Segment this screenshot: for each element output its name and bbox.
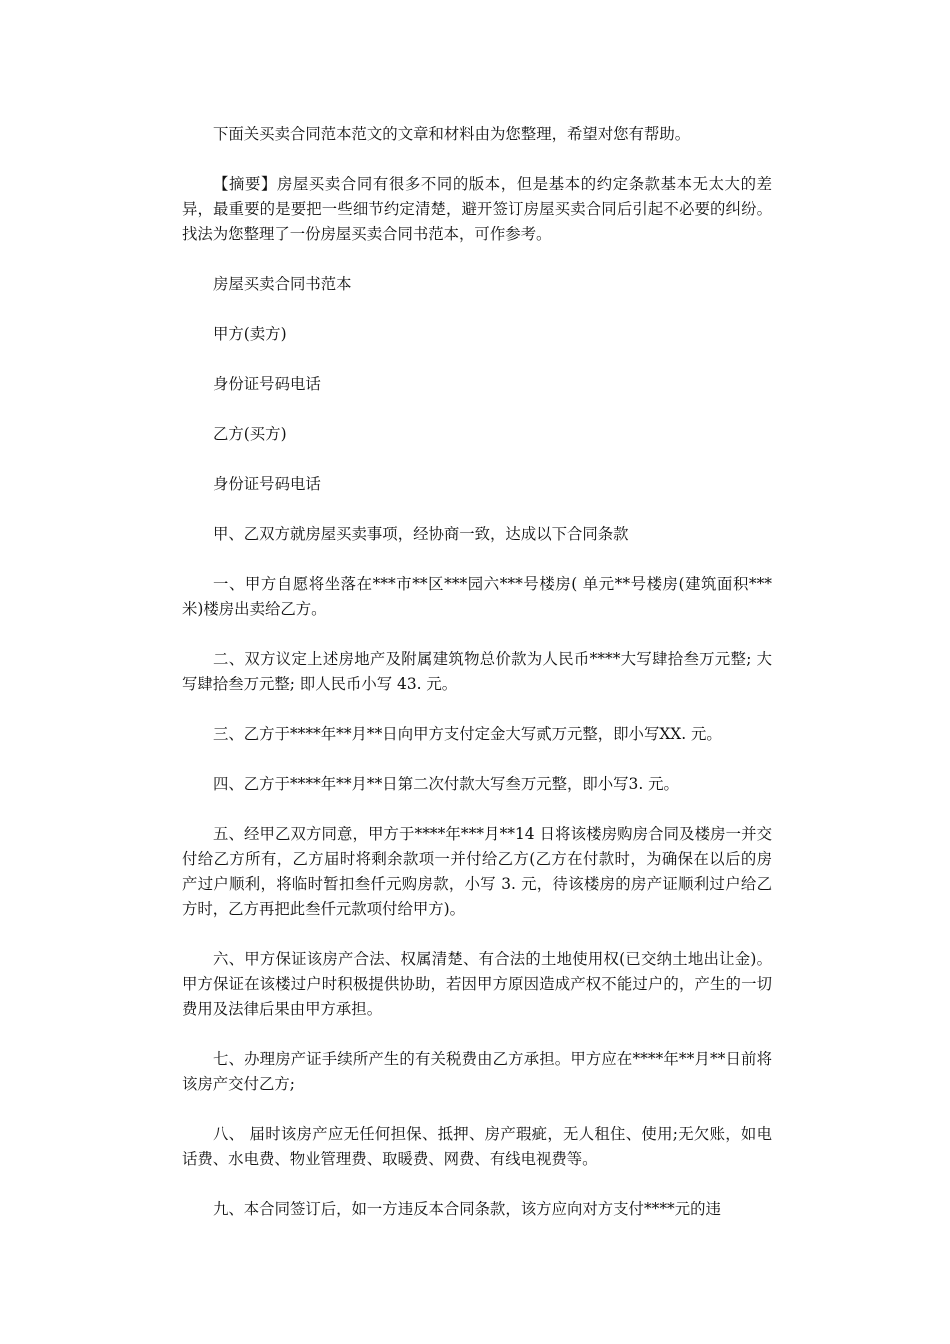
- contract-title: 房屋买卖合同书范本: [213, 275, 352, 293]
- clause-1: 一、甲方自愿将坐落在***市**区***园六***号楼房( 单元**号楼房(建筑面积***米)楼房出卖给乙方。: [182, 575, 772, 618]
- intro-paragraph: 下面关买卖合同范本范文的文章和材料由为您整理，希望对您有帮助。: [213, 125, 691, 143]
- clause-9: 九、本合同签订后，如一方违反本合同条款，该方应向对方支付****元的违: [213, 1200, 721, 1218]
- clause-4: 四、乙方于****年**月**日第二次付款大写叁万元整，即小写3. 元。: [213, 775, 679, 793]
- clause-5: 五、经甲乙双方同意，甲方于****年***月**14 日将该楼房购房合同及楼房一并交付给乙方所有，乙方届时将剩余款项一并付给乙方(乙方在付款时，为确保在以后的房产过户顺利，将临时暂扣叁仟元购房款，小写 3. 元，待该楼房的房产证顺利过户给乙方时，乙方再把此叁仟元款项付给甲方)。: [182, 825, 772, 918]
- document-body: [182, 122, 772, 1247]
- party-a-id-phone: 身份证号码电话: [213, 375, 321, 393]
- summary-paragraph: 【摘要】房屋买卖合同有很多不同的版本，但是基本的约定条款基本无太大的差异，最重要的是要把一些细节约定清楚，避开签订房屋买卖合同后引起不必要的纠纷。找法为您整理了一份房屋买卖合同书范本，可作参考。: [182, 175, 772, 243]
- party-b-id-phone: 身份证号码电话: [213, 475, 321, 493]
- clause-6: 六、甲方保证该房产合法、权属清楚、有合法的土地使用权(已交纳土地出让金)。甲方保证在该楼过户时积极提供协助，若因甲方原因造成产权不能过户的，产生的一切费用及法律后果由甲方承担。: [182, 950, 772, 1018]
- party-b-label: 乙方(买方): [213, 425, 287, 443]
- party-a-label: 甲方(卖方): [213, 325, 287, 343]
- clause-2: 二、双方议定上述房地产及附属建筑物总价款为人民币****大写肆拾叁万元整; 大写肆拾叁万元整; 即人民币小写 43. 元。: [182, 650, 772, 693]
- clause-8: 八、 届时该房产应无任何担保、抵押、房产瑕疵，无人租住、使用;无欠账，如电话费、水电费、物业管理费、取暖费、网费、有线电视费等。: [182, 1125, 772, 1168]
- clause-3: 三、乙方于****年**月**日向甲方支付定金大写贰万元整，即小写XX. 元。: [213, 725, 722, 743]
- clause-7: 七、办理房产证手续所产生的有关税费由乙方承担。甲方应在****年**月**日前将该房产交付乙方;: [182, 1050, 772, 1093]
- agreement-preamble: 甲、乙双方就房屋买卖事项，经协商一致，达成以下合同条款: [213, 525, 629, 543]
